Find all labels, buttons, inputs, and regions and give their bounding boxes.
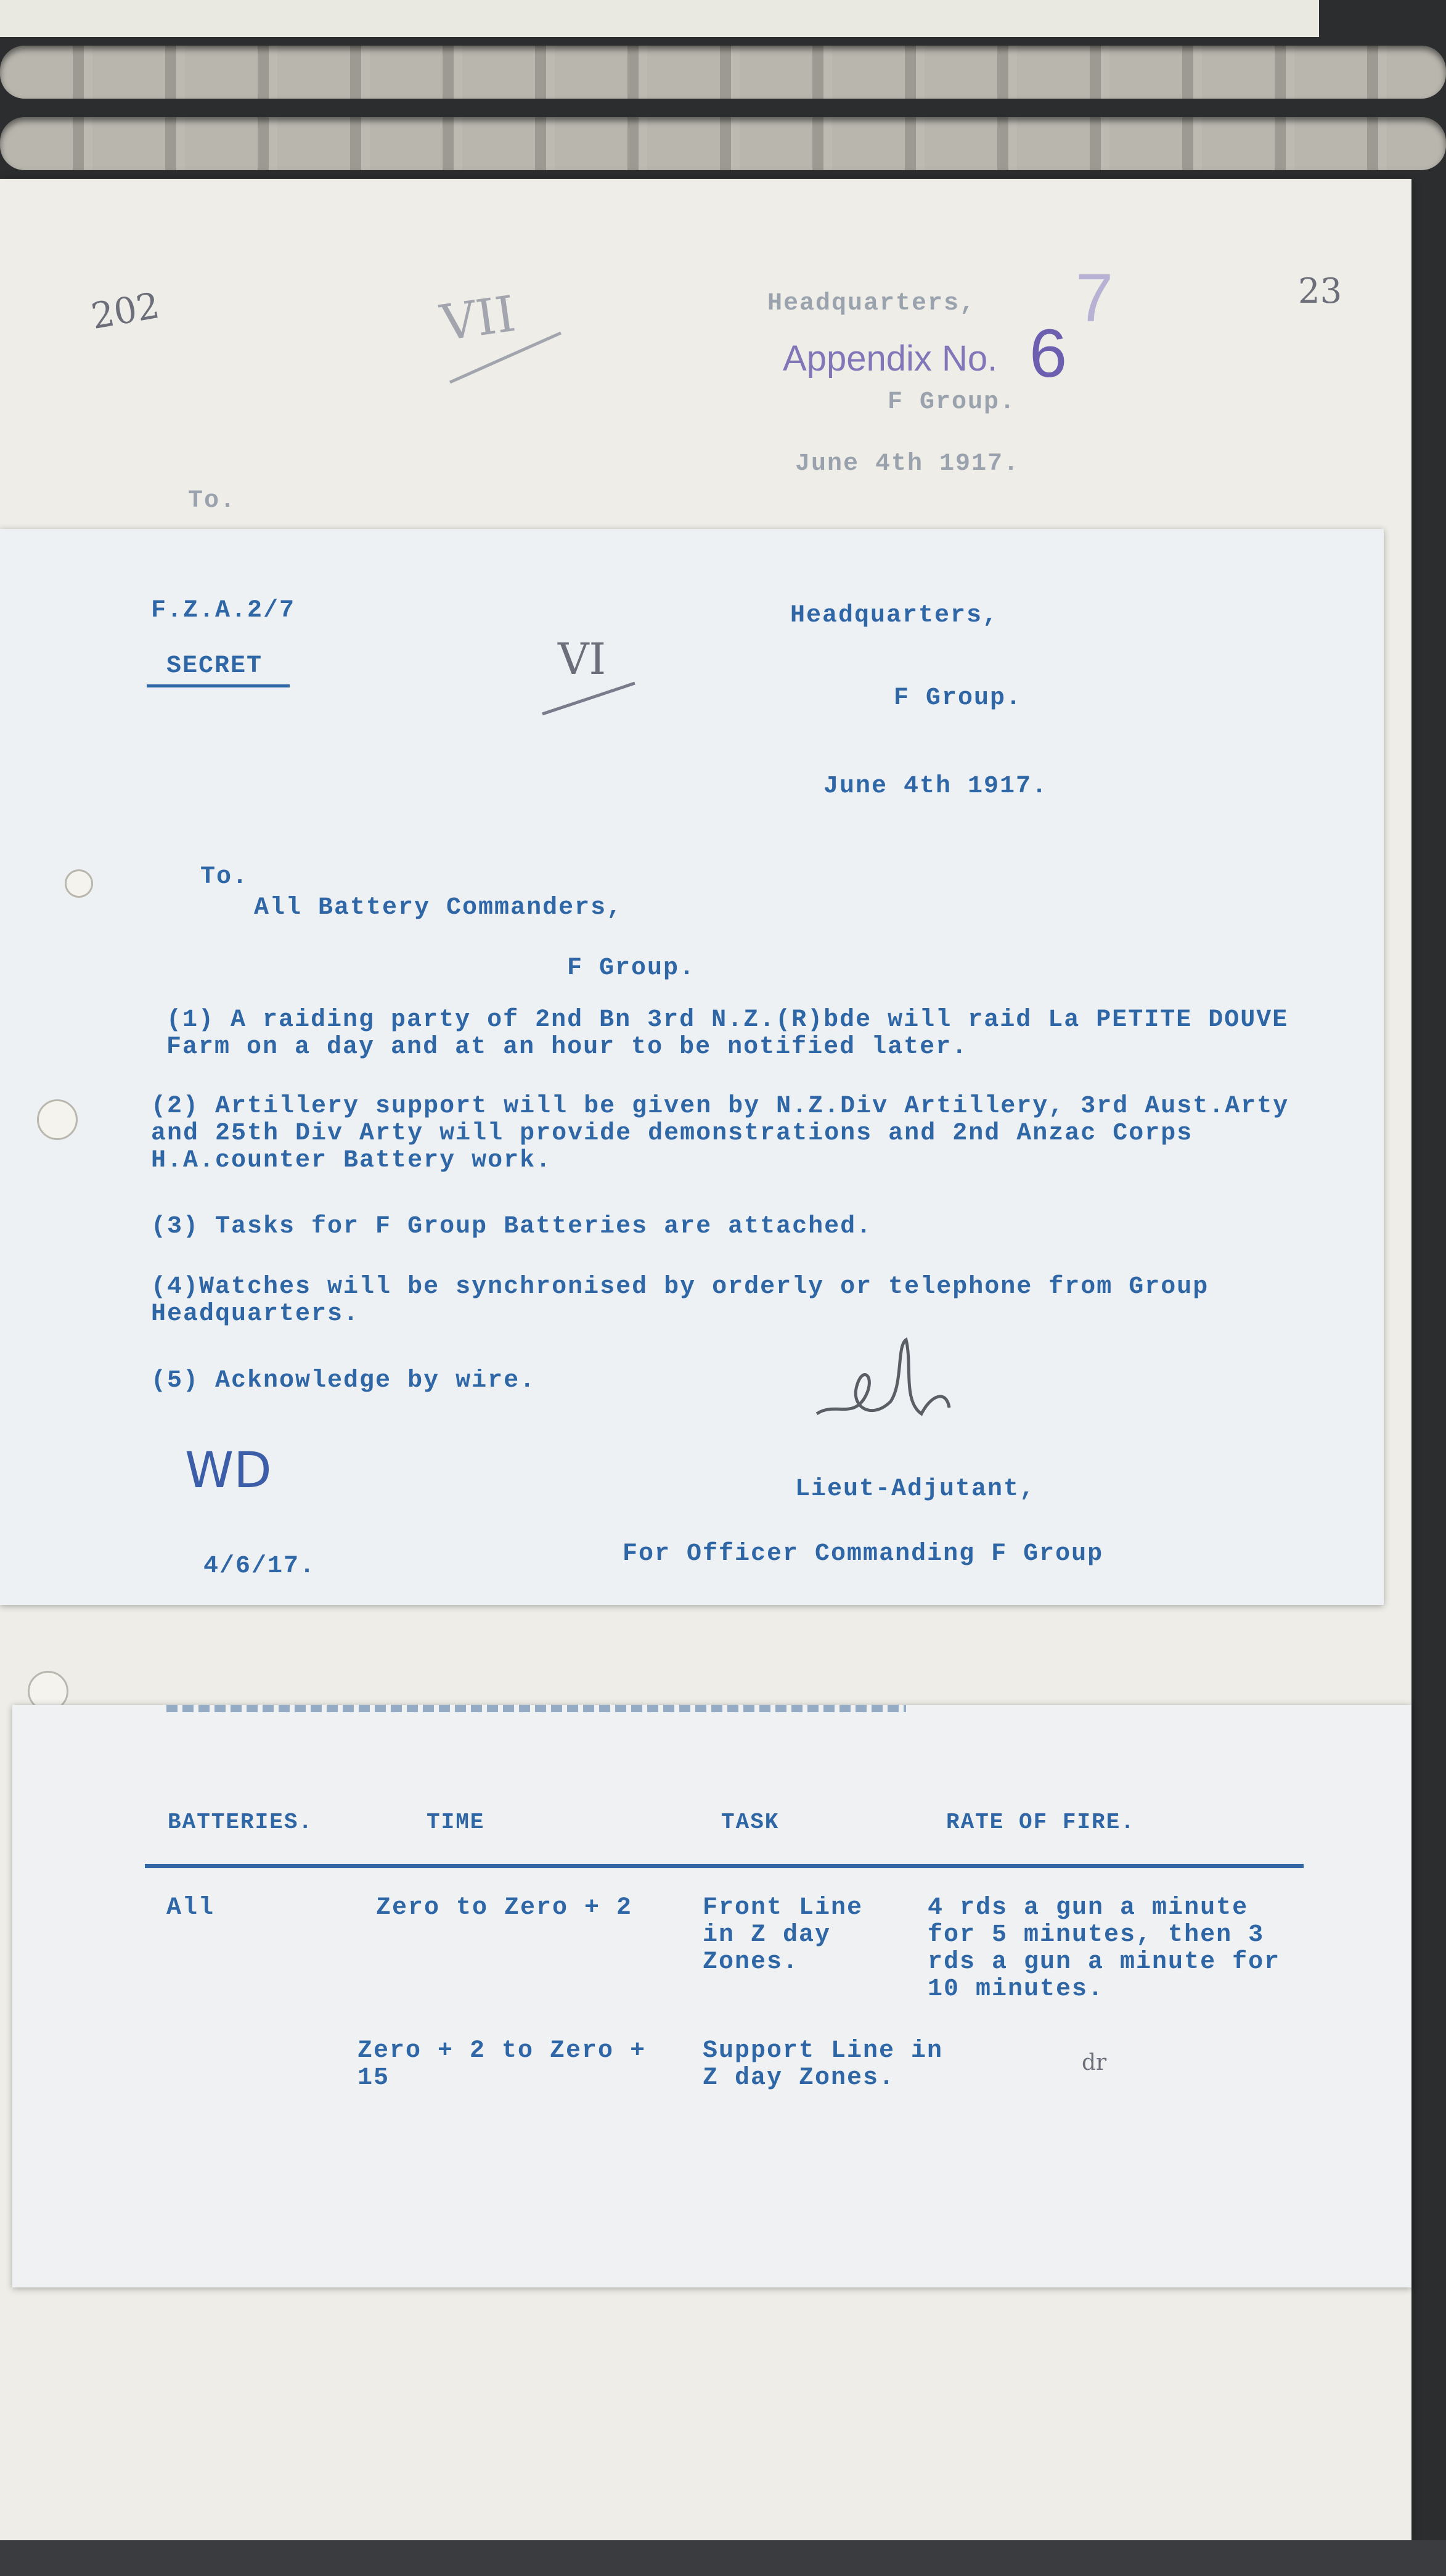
bottom-shadow [0, 2540, 1446, 2576]
paragraph-1: (1) A raiding party of 2nd Bn 3rd N.Z.(R)bde will raid La PETITE DOUVE Farm on a day and at an hour to be notified later. [166, 1006, 1289, 1061]
table-header-rule [145, 1864, 1304, 1868]
paragraph-5: (5) Acknowledge by wire. [151, 1367, 536, 1395]
back-sheet-to: To. [188, 487, 237, 515]
handwritten-signature [798, 1327, 958, 1445]
roman-numeral-vii: VII [437, 285, 519, 352]
row-1-time: Zero to Zero + 2 [376, 1894, 633, 1922]
row-1-rate: 4 rds a gun a minute for 5 minutes, then 3 rds a gun a minute for 10 minutes. [928, 1894, 1281, 2003]
letter-hq-group: F Group. [894, 684, 1023, 712]
letter-date: June 4th 1917. [823, 773, 1048, 800]
row-2-task: Support Line in Z day Zones. [703, 2037, 944, 2092]
back-sheet-hq: Headquarters, [767, 290, 976, 318]
punch-hole-lower [37, 1099, 78, 1140]
letter-classification: SECRET [166, 652, 263, 680]
page-number: 23 [1298, 271, 1342, 311]
appendix-stamp-label: Appendix No. [783, 338, 998, 379]
header-time: TIME [427, 1810, 485, 1835]
row-1-task: Front Line in Z day Zones. [703, 1894, 864, 1976]
letter-addressee: All Battery Commanders, [254, 894, 623, 922]
back-sheet-header [0, 203, 1411, 536]
paragraph-3: (3) Tasks for F Group Batteries are attached. [151, 1213, 873, 1241]
pencil-underline-vii [444, 327, 567, 388]
binding-cord-upper [0, 46, 1446, 99]
letter-hq: Headquarters, [790, 602, 999, 630]
paragraph-4: (4)Watches will be synchronised by orderly or telephone from Group Headquarters. [151, 1273, 1209, 1328]
row-1-battery: All [166, 1894, 215, 1922]
row-2-time: Zero + 2 to Zero + 15 [357, 2037, 647, 2092]
letter-short-date: 4/6/17. [203, 1553, 316, 1580]
signatory-title: Lieut-Adjutant, [795, 1475, 1036, 1503]
header-batteries: BATTERIES. [168, 1810, 314, 1835]
binding-cord-lower [0, 117, 1446, 170]
letter-addressee-group: F Group. [567, 954, 696, 982]
punch-hole-upper [65, 869, 93, 898]
paragraph-2: (2) Artillery support will be given by N.Z.Div Artillery, 3rd Aust.Arty and 25th Div Arty will provide demonstrations and 2nd Anzac Corps H.A.counter Battery work. [151, 1093, 1289, 1175]
header-rate-of-fire: RATE OF FIRE. [946, 1810, 1135, 1835]
back-sheet-date: June 4th 1917. [795, 450, 1020, 478]
header-task: TASK [721, 1810, 780, 1835]
roman-numeral-vi: VI [558, 634, 607, 684]
tasks-sheet [12, 1705, 1411, 2287]
wd-annotation: WD [185, 1442, 272, 1499]
folio-number: 202 [88, 284, 163, 338]
letter-to: To. [200, 863, 249, 891]
appendix-stamp-number-back: 7 [1076, 260, 1114, 336]
signatory-for: For Officer Commanding F Group [623, 1540, 1104, 1568]
pencil-underline-vi [536, 677, 641, 720]
letter-sheet [0, 529, 1384, 1605]
classification-underline [147, 684, 290, 687]
table-initials: dr [1082, 2050, 1107, 2075]
back-sheet-group: F Group. [888, 388, 1016, 416]
perforation-row [166, 1705, 906, 1712]
letter-reference: F.Z.A.2/7 [151, 597, 296, 625]
appendix-stamp-number: 6 [1029, 316, 1068, 392]
top-paper-edge [0, 0, 1319, 37]
